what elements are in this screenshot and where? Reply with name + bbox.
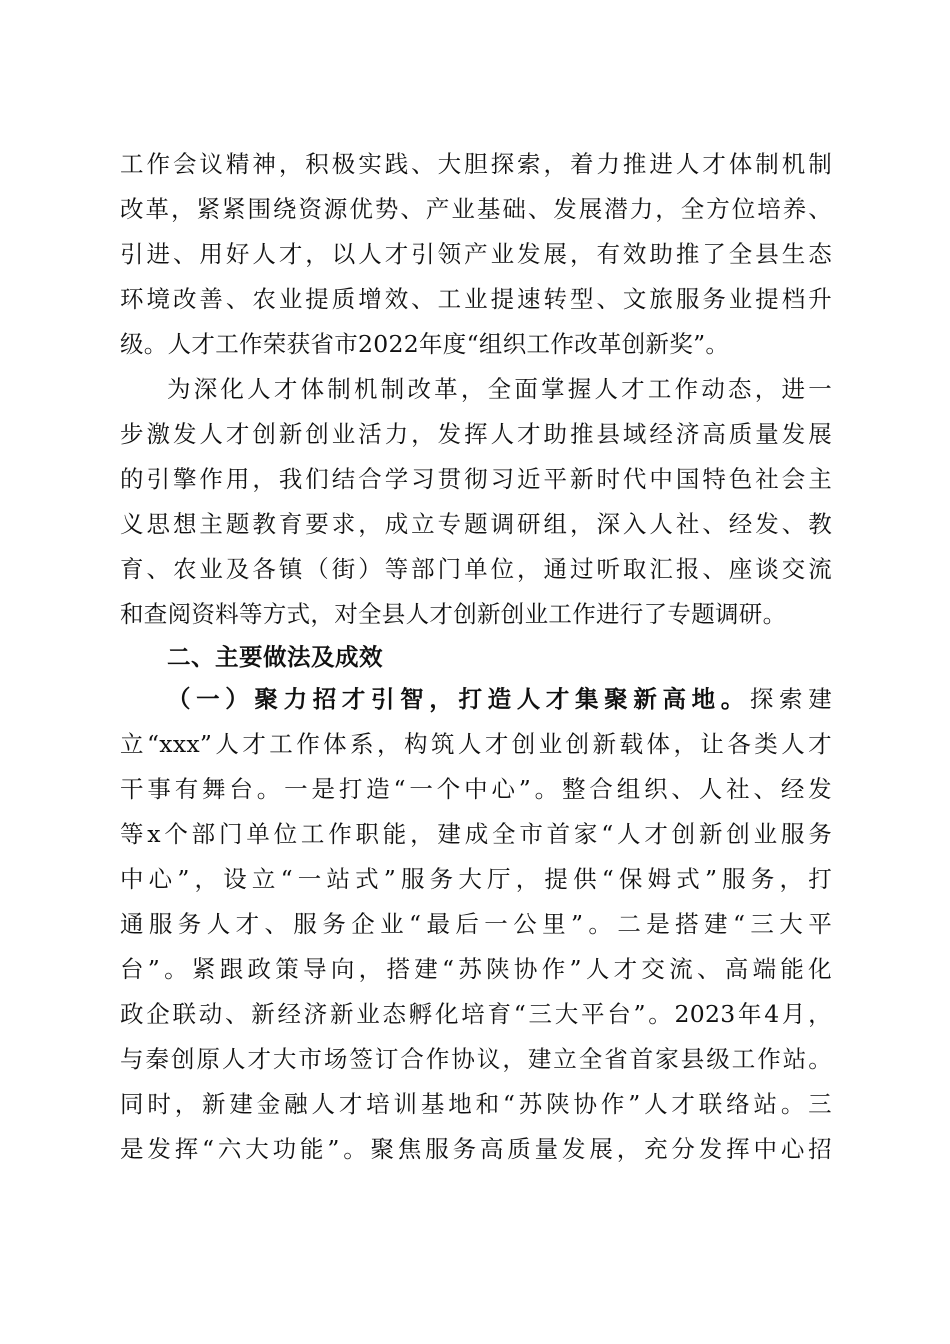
paragraph-text: 探索建 [749, 685, 832, 713]
paragraph-line: 为深化人才体制机制改革，全面掌握人才工作动态，进一 [167, 375, 832, 403]
paragraph-line: 政企联动、新经济新业态孵化培育“三大平台”。2023年4月， [120, 1000, 832, 1028]
paragraph-line: 台”。紧跟政策导向，搭建“苏陕协作”人才交流、高端能化 [120, 955, 832, 983]
paragraph-line: 的引擎作用，我们结合学习贯彻习近平新时代中国特色社会主 [120, 465, 832, 493]
paragraph-line: 与秦创原人才大市场签订合作协议，建立全省首家县级工作站。 [120, 1045, 832, 1073]
paragraph-line: 通服务人才、服务企业“最后一公里”。二是搭建“三大平 [120, 910, 832, 938]
subsection-title: （一）聚力招才引智，打造人才集聚新高地。 [167, 685, 750, 713]
paragraph-line: 级。人才工作荣获省市2022年度“组织工作改革创新奖”。 [120, 330, 730, 358]
paragraph-line: 等x个部门单位工作职能，建成全市首家“人才创新创业服务 [120, 820, 832, 848]
paragraph-line: 同时，新建金融人才培训基地和“苏陕协作”人才联络站。三 [120, 1090, 832, 1118]
paragraph-line: 环境改善、农业提质增效、工业提速转型、文旅服务业提档升 [120, 285, 832, 313]
paragraph-line [167, 680, 832, 718]
section-heading: 二、主要做法及成效 [167, 643, 383, 671]
paragraph-line: 立“xxx”人才工作体系，构筑人才创业创新载体，让各类人才 [120, 730, 832, 758]
paragraph-line: 引进、用好人才，以人才引领产业发展，有效助推了全县生态 [120, 240, 832, 268]
paragraph-line: 中心”，设立“一站式”服务大厅，提供“保姆式”服务，打 [120, 865, 832, 893]
paragraph-line: 义思想主题教育要求，成立专题调研组，深入人社、经发、教 [120, 510, 832, 538]
paragraph-line: 工作会议精神，积极实践、大胆探索，着力推进人才体制机制 [120, 150, 832, 178]
paragraph-line: 步激发人才创新创业活力，发挥人才助推县域经济高质量发展 [120, 420, 832, 448]
paragraph-line: 和查阅资料等方式，对全县人才创新创业工作进行了专题调研。 [120, 600, 787, 628]
paragraph-line: 干事有舞台。一是打造“一个中心”。整合组织、人社、经发 [120, 775, 832, 803]
paragraph-line: 育、农业及各镇（街）等部门单位，通过听取汇报、座谈交流 [120, 555, 832, 583]
paragraph-line: 改革，紧紧围绕资源优势、产业基础、发展潜力，全方位培养、 [120, 195, 832, 223]
paragraph-line: 是发挥“六大功能”。聚焦服务高质量发展，充分发挥中心招 [120, 1135, 832, 1163]
